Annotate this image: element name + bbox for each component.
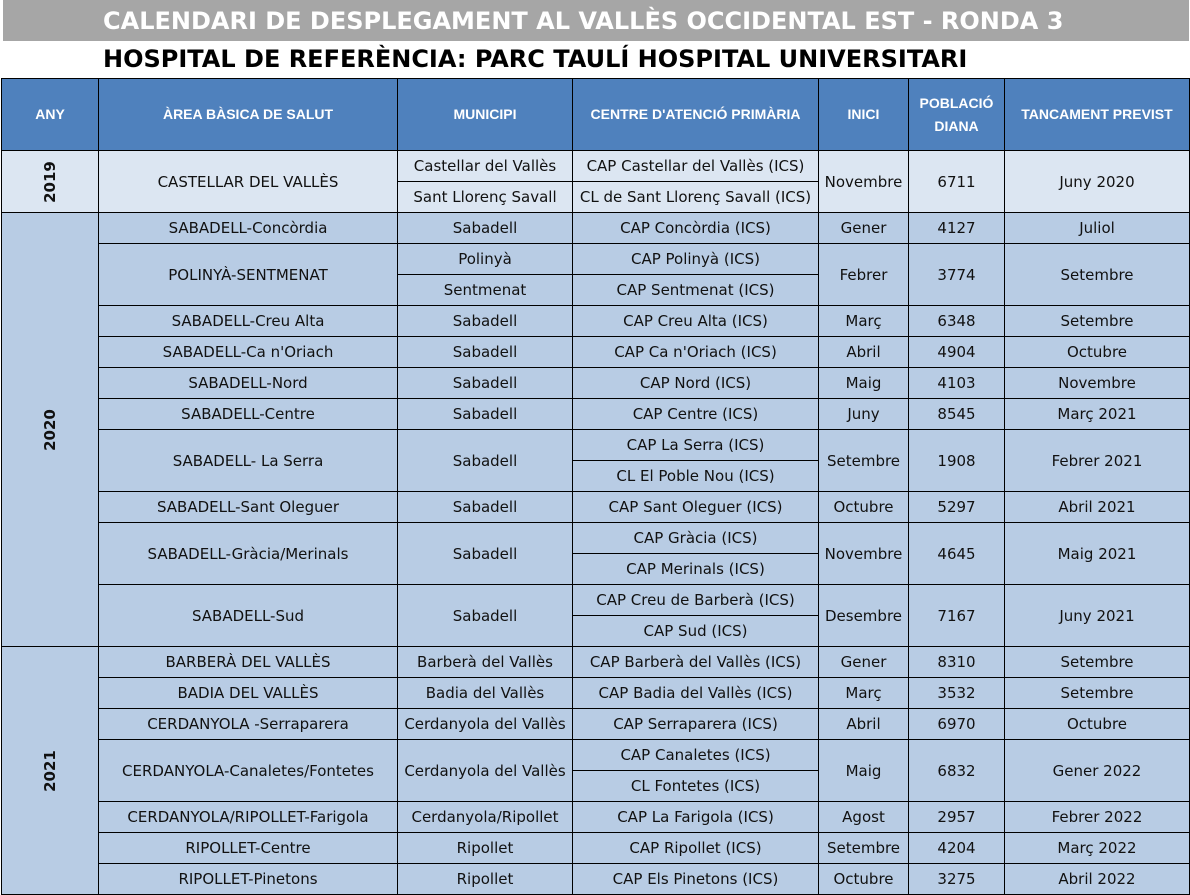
- centre-cell: CAP Ripollet (ICS): [573, 833, 819, 864]
- abs-cell: SABADELL-Sant Oleguer: [99, 492, 398, 523]
- centre-cell: CAP Barberà del Vallès (ICS): [573, 647, 819, 678]
- municipi-cell: Sabadell: [398, 306, 573, 337]
- municipi-cell: Sentmenat: [398, 275, 573, 306]
- abs-cell: RIPOLLET-Centre: [99, 833, 398, 864]
- table-row: [2, 399, 1190, 430]
- reference-hospital-subtitle: HOSPITAL DE REFERÈNCIA: PARC TAULÍ HOSPITAL UNIVERSITARI: [103, 45, 968, 73]
- header-any: ANY: [2, 79, 99, 151]
- tancament-cell: Juny 2021: [1005, 585, 1190, 647]
- tancament-cell: Febrer 2022: [1005, 802, 1190, 833]
- poblacio-cell: 6711: [909, 151, 1005, 213]
- poblacio-cell: 4645: [909, 523, 1005, 585]
- inici-cell: Novembre: [819, 151, 909, 213]
- centre-cell: CAP La Serra (ICS): [573, 430, 819, 461]
- header-municipi: MUNICIPI: [398, 79, 573, 151]
- centre-cell: CAP Creu de Barberà (ICS): [573, 585, 819, 616]
- year-cell: 2019: [2, 151, 99, 213]
- table-row: [2, 802, 1190, 833]
- centre-cell: CAP Sentmenat (ICS): [573, 275, 819, 306]
- deployment-calendar-table: [1, 78, 1190, 895]
- inici-cell: Desembre: [819, 585, 909, 647]
- abs-cell: SABADELL-Creu Alta: [99, 306, 398, 337]
- centre-cell: CAP Canaletes (ICS): [573, 740, 819, 771]
- municipi-cell: Barberà del Vallès: [398, 647, 573, 678]
- table-row: [2, 585, 1190, 616]
- tancament-cell: Març 2021: [1005, 399, 1190, 430]
- municipi-cell: Sabadell: [398, 492, 573, 523]
- poblacio-cell: 4127: [909, 213, 1005, 244]
- inici-cell: Maig: [819, 740, 909, 802]
- inici-cell: Gener: [819, 647, 909, 678]
- centre-cell: CAP Centre (ICS): [573, 399, 819, 430]
- abs-cell: BARBERÀ DEL VALLÈS: [99, 647, 398, 678]
- municipi-cell: Sabadell: [398, 213, 573, 244]
- tancament-cell: Setembre: [1005, 647, 1190, 678]
- tancament-cell: Setembre: [1005, 244, 1190, 306]
- tancament-cell: Setembre: [1005, 306, 1190, 337]
- abs-cell: POLINYÀ-SENTMENAT: [99, 244, 398, 306]
- abs-cell: CERDANYOLA -Serraparera: [99, 709, 398, 740]
- centre-cell: CL El Poble Nou (ICS): [573, 461, 819, 492]
- inici-cell: Abril: [819, 337, 909, 368]
- poblacio-cell: 6348: [909, 306, 1005, 337]
- table-row: [2, 306, 1190, 337]
- poblacio-cell: 6832: [909, 740, 1005, 802]
- tancament-cell: Octubre: [1005, 709, 1190, 740]
- table-row: [2, 430, 1190, 461]
- tancament-cell: Febrer 2021: [1005, 430, 1190, 492]
- poblacio-cell: 3275: [909, 864, 1005, 895]
- municipi-cell: Sabadell: [398, 368, 573, 399]
- table-row: [2, 492, 1190, 523]
- inici-cell: Setembre: [819, 833, 909, 864]
- abs-cell: SABADELL-Concòrdia: [99, 213, 398, 244]
- table-row: [2, 709, 1190, 740]
- municipi-cell: Cerdanyola del Vallès: [398, 709, 573, 740]
- municipi-cell: Castellar del Vallès: [398, 151, 573, 182]
- poblacio-cell: 3532: [909, 678, 1005, 709]
- poblacio-cell: 5297: [909, 492, 1005, 523]
- tancament-cell: Abril 2021: [1005, 492, 1190, 523]
- table-row: [2, 523, 1190, 554]
- municipi-cell: Sabadell: [398, 585, 573, 647]
- municipi-cell: Ripollet: [398, 864, 573, 895]
- poblacio-cell: 1908: [909, 430, 1005, 492]
- inici-cell: Gener: [819, 213, 909, 244]
- centre-cell: CAP Nord (ICS): [573, 368, 819, 399]
- inici-cell: Juny: [819, 399, 909, 430]
- centre-cell: CAP Sud (ICS): [573, 616, 819, 647]
- abs-cell: CERDANYOLA/RIPOLLET-Farigola: [99, 802, 398, 833]
- tancament-cell: Juny 2020: [1005, 151, 1190, 213]
- inici-cell: Setembre: [819, 430, 909, 492]
- municipi-cell: Sant Llorenç Savall: [398, 182, 573, 213]
- municipi-cell: Cerdanyola/Ripollet: [398, 802, 573, 833]
- abs-cell: SABADELL-Sud: [99, 585, 398, 647]
- municipi-cell: Sabadell: [398, 523, 573, 585]
- poblacio-cell: 8545: [909, 399, 1005, 430]
- centre-cell: CAP Creu Alta (ICS): [573, 306, 819, 337]
- abs-cell: SABADELL-Centre: [99, 399, 398, 430]
- centre-cell: CAP Serraparera (ICS): [573, 709, 819, 740]
- table-row: [2, 337, 1190, 368]
- poblacio-cell: 8310: [909, 647, 1005, 678]
- abs-cell: SABADELL-Gràcia/Merinals: [99, 523, 398, 585]
- inici-cell: Novembre: [819, 523, 909, 585]
- municipi-cell: Polinyà: [398, 244, 573, 275]
- header-centre: CENTRE D'ATENCIÓ PRIMÀRIA: [573, 79, 819, 151]
- centre-cell: CAP Polinyà (ICS): [573, 244, 819, 275]
- year-cell: 2020: [2, 213, 99, 647]
- abs-cell: RIPOLLET-Pinetons: [99, 864, 398, 895]
- table-row: [2, 678, 1190, 709]
- municipi-cell: Sabadell: [398, 399, 573, 430]
- inici-cell: Octubre: [819, 492, 909, 523]
- header-tancament: TANCAMENT PREVIST: [1005, 79, 1190, 151]
- centre-cell: CAP Gràcia (ICS): [573, 523, 819, 554]
- table-row: [2, 864, 1190, 895]
- tancament-cell: Abril 2022: [1005, 864, 1190, 895]
- abs-cell: SABADELL-Nord: [99, 368, 398, 399]
- tancament-cell: Gener 2022: [1005, 740, 1190, 802]
- tancament-cell: Març 2022: [1005, 833, 1190, 864]
- municipi-cell: Sabadell: [398, 430, 573, 492]
- inici-cell: Agost: [819, 802, 909, 833]
- poblacio-cell: 7167: [909, 585, 1005, 647]
- document-title: CALENDARI DE DESPLEGAMENT AL VALLÈS OCCIDENTAL EST - RONDA 3: [3, 0, 1189, 41]
- poblacio-cell: 4904: [909, 337, 1005, 368]
- abs-cell: CERDANYOLA-Canaletes/Fontetes: [99, 740, 398, 802]
- table-row: [2, 151, 1190, 182]
- centre-cell: CL Fontetes (ICS): [573, 771, 819, 802]
- table-row: [2, 213, 1190, 244]
- year-cell: 2021: [2, 647, 99, 895]
- poblacio-cell: 4204: [909, 833, 1005, 864]
- centre-cell: CL de Sant Llorenç Savall (ICS): [573, 182, 819, 213]
- table-row: [2, 833, 1190, 864]
- abs-cell: SABADELL-Ca n'Oriach: [99, 337, 398, 368]
- centre-cell: CAP Castellar del Vallès (ICS): [573, 151, 819, 182]
- inici-cell: Març: [819, 678, 909, 709]
- abs-cell: CASTELLAR DEL VALLÈS: [99, 151, 398, 213]
- poblacio-cell: 3774: [909, 244, 1005, 306]
- table-row: [2, 368, 1190, 399]
- header-inici: INICI: [819, 79, 909, 151]
- centre-cell: CAP Els Pinetons (ICS): [573, 864, 819, 895]
- tancament-cell: Octubre: [1005, 337, 1190, 368]
- header-row: [2, 79, 1190, 151]
- municipi-cell: Ripollet: [398, 833, 573, 864]
- table-row: [2, 244, 1190, 275]
- table-row: [2, 740, 1190, 771]
- tancament-cell: Maig 2021: [1005, 523, 1190, 585]
- municipi-cell: Cerdanyola del Vallès: [398, 740, 573, 802]
- centre-cell: CAP Sant Oleguer (ICS): [573, 492, 819, 523]
- tancament-cell: Juliol: [1005, 213, 1190, 244]
- municipi-cell: Badia del Vallès: [398, 678, 573, 709]
- centre-cell: CAP Merinals (ICS): [573, 554, 819, 585]
- inici-cell: Maig: [819, 368, 909, 399]
- poblacio-cell: 2957: [909, 802, 1005, 833]
- abs-cell: SABADELL- La Serra: [99, 430, 398, 492]
- centre-cell: CAP Ca n'Oriach (ICS): [573, 337, 819, 368]
- header-area-basica: ÀREA BÀSICA DE SALUT: [99, 79, 398, 151]
- table-row: [2, 647, 1190, 678]
- centre-cell: CAP La Farigola (ICS): [573, 802, 819, 833]
- municipi-cell: Sabadell: [398, 337, 573, 368]
- inici-cell: Octubre: [819, 864, 909, 895]
- centre-cell: CAP Badia del Vallès (ICS): [573, 678, 819, 709]
- tancament-cell: Setembre: [1005, 678, 1190, 709]
- inici-cell: Març: [819, 306, 909, 337]
- inici-cell: Febrer: [819, 244, 909, 306]
- header-poblacio: POBLACIÓ DIANA: [909, 79, 1005, 151]
- tancament-cell: Novembre: [1005, 368, 1190, 399]
- inici-cell: Abril: [819, 709, 909, 740]
- poblacio-cell: 6970: [909, 709, 1005, 740]
- abs-cell: BADIA DEL VALLÈS: [99, 678, 398, 709]
- poblacio-cell: 4103: [909, 368, 1005, 399]
- centre-cell: CAP Concòrdia (ICS): [573, 213, 819, 244]
